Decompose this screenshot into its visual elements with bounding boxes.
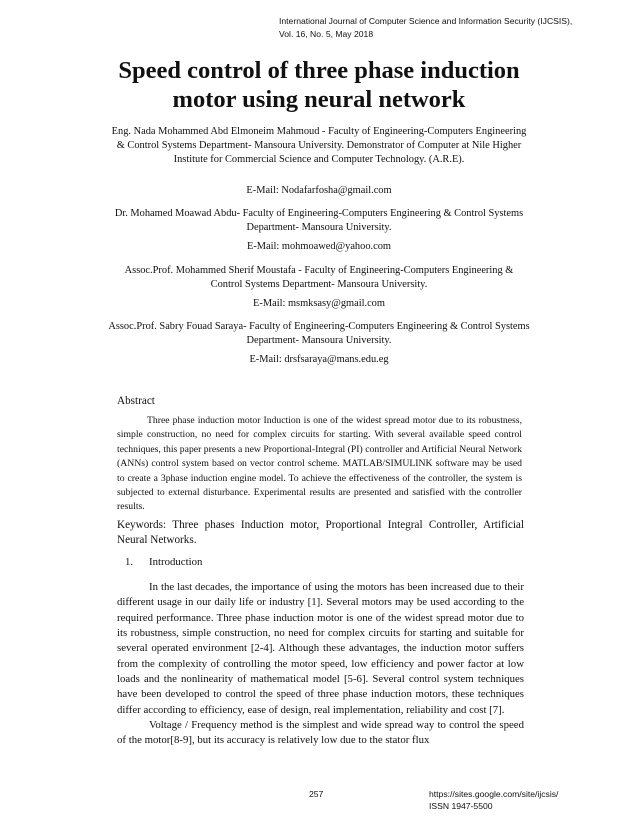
section-heading-introduction bbox=[117, 556, 202, 568]
author-3-affiliation: Assoc.Prof. Mohammed Sherif Moustafa - Faculty of Engineering-Computers Engineering & Control Systems Department- Mansoura University. bbox=[124, 265, 514, 290]
author-3-email: E-Mail: msmksasy@gmail.com bbox=[253, 298, 385, 309]
footer-info bbox=[429, 788, 558, 812]
journal-name: International Journal of Computer Science and Information Security (IJCSIS), bbox=[279, 16, 573, 26]
journal-header bbox=[279, 15, 572, 40]
title-line-1: Speed control of three phase induction bbox=[118, 57, 520, 84]
keywords: Keywords: Three phases Induction motor, Proportional Integral Controller, Artificial Neural Networks. bbox=[117, 519, 524, 546]
footer-issn: ISSN 1947-5500 bbox=[429, 801, 493, 811]
abstract-heading: Abstract bbox=[117, 395, 155, 407]
introduction-paragraph-2: Voltage / Frequency method is the simplest and wide spread way to control the speed of the motor[8-9], but its accuracy is relatively low due to the stator flux bbox=[117, 719, 524, 747]
journal-volume: Vol. 16, No. 5, May 2018 bbox=[279, 28, 374, 39]
introduction-paragraph-1: In the last decades, the importance of using the motors has been increased due to their different usage in our daily life or industry [1]. Several motors may be used according to the required performance. Three phase induction motor is one of the widest spread motor due to its robustness, simple construction, no need for complex circuits for starting and suitable for several operated environment [2-4]. Although these advantages, the induction motor suffers from the complexity of controlling the motor speed, low efficiency and power factor at low loads and the nonlinearity of mathematical model [5-6]. Several control system techniques have been developed to control the speed of three phase induction motors, these techniques differ according to efficiency, ease of design, real implementation, reliability and cost [7]. bbox=[117, 581, 524, 716]
author-4-email: E-Mail: drsfsaraya@mans.edu.eg bbox=[249, 354, 389, 365]
section-title: Introduction bbox=[149, 556, 203, 568]
abstract-body: Three phase induction motor Induction is one of the widest spread motor due to its robustness, simple construction, no need for complex circuits for starting. With several available speed control techniques, this paper presents a new Proportional-Integral (PI) controller and Artificial Neural Network (ANNs) control system based on vector control scheme. MATLAB/SIMULINK software may be used to create a 3phase induction engine model. To achieve the effectiveness of the controller, the system is subjected to external disturbance. Experimental results are presented and satisfied with the controller results. bbox=[117, 415, 522, 513]
title-line-2: motor using neural network bbox=[172, 86, 466, 113]
page-number: 257 bbox=[309, 789, 324, 799]
introduction-body bbox=[117, 580, 524, 749]
paper-title bbox=[60, 56, 578, 114]
author-1-affiliation: Eng. Nada Mohammed Abd Elmoneim Mahmoud - Faculty of Engineering-Computers Engineering & Control Systems Department- Mansoura University. Demonstrator of Computer at Nile Higher Institute for Commercial Science and Computer Technology. (A.R.E). bbox=[111, 126, 527, 165]
footer-url: https://sites.google.com/site/ijcsis/ bbox=[429, 789, 559, 799]
author-1-email: E-Mail: Nodafarfosha@gmail.com bbox=[246, 185, 392, 196]
author-2-email: E-Mail: mohmoawed@yahoo.com bbox=[246, 241, 392, 252]
author-4-affiliation: Assoc.Prof. Sabry Fouad Saraya- Faculty of Engineering-Computers Engineering & Control Systems Department- Mansoura University. bbox=[108, 321, 530, 346]
author-2-affiliation: Dr. Mohamed Moawad Abdu- Faculty of Engineering-Computers Engineering & Control Systems Department- Mansoura University. bbox=[114, 208, 524, 233]
section-number: 1. bbox=[125, 556, 134, 568]
